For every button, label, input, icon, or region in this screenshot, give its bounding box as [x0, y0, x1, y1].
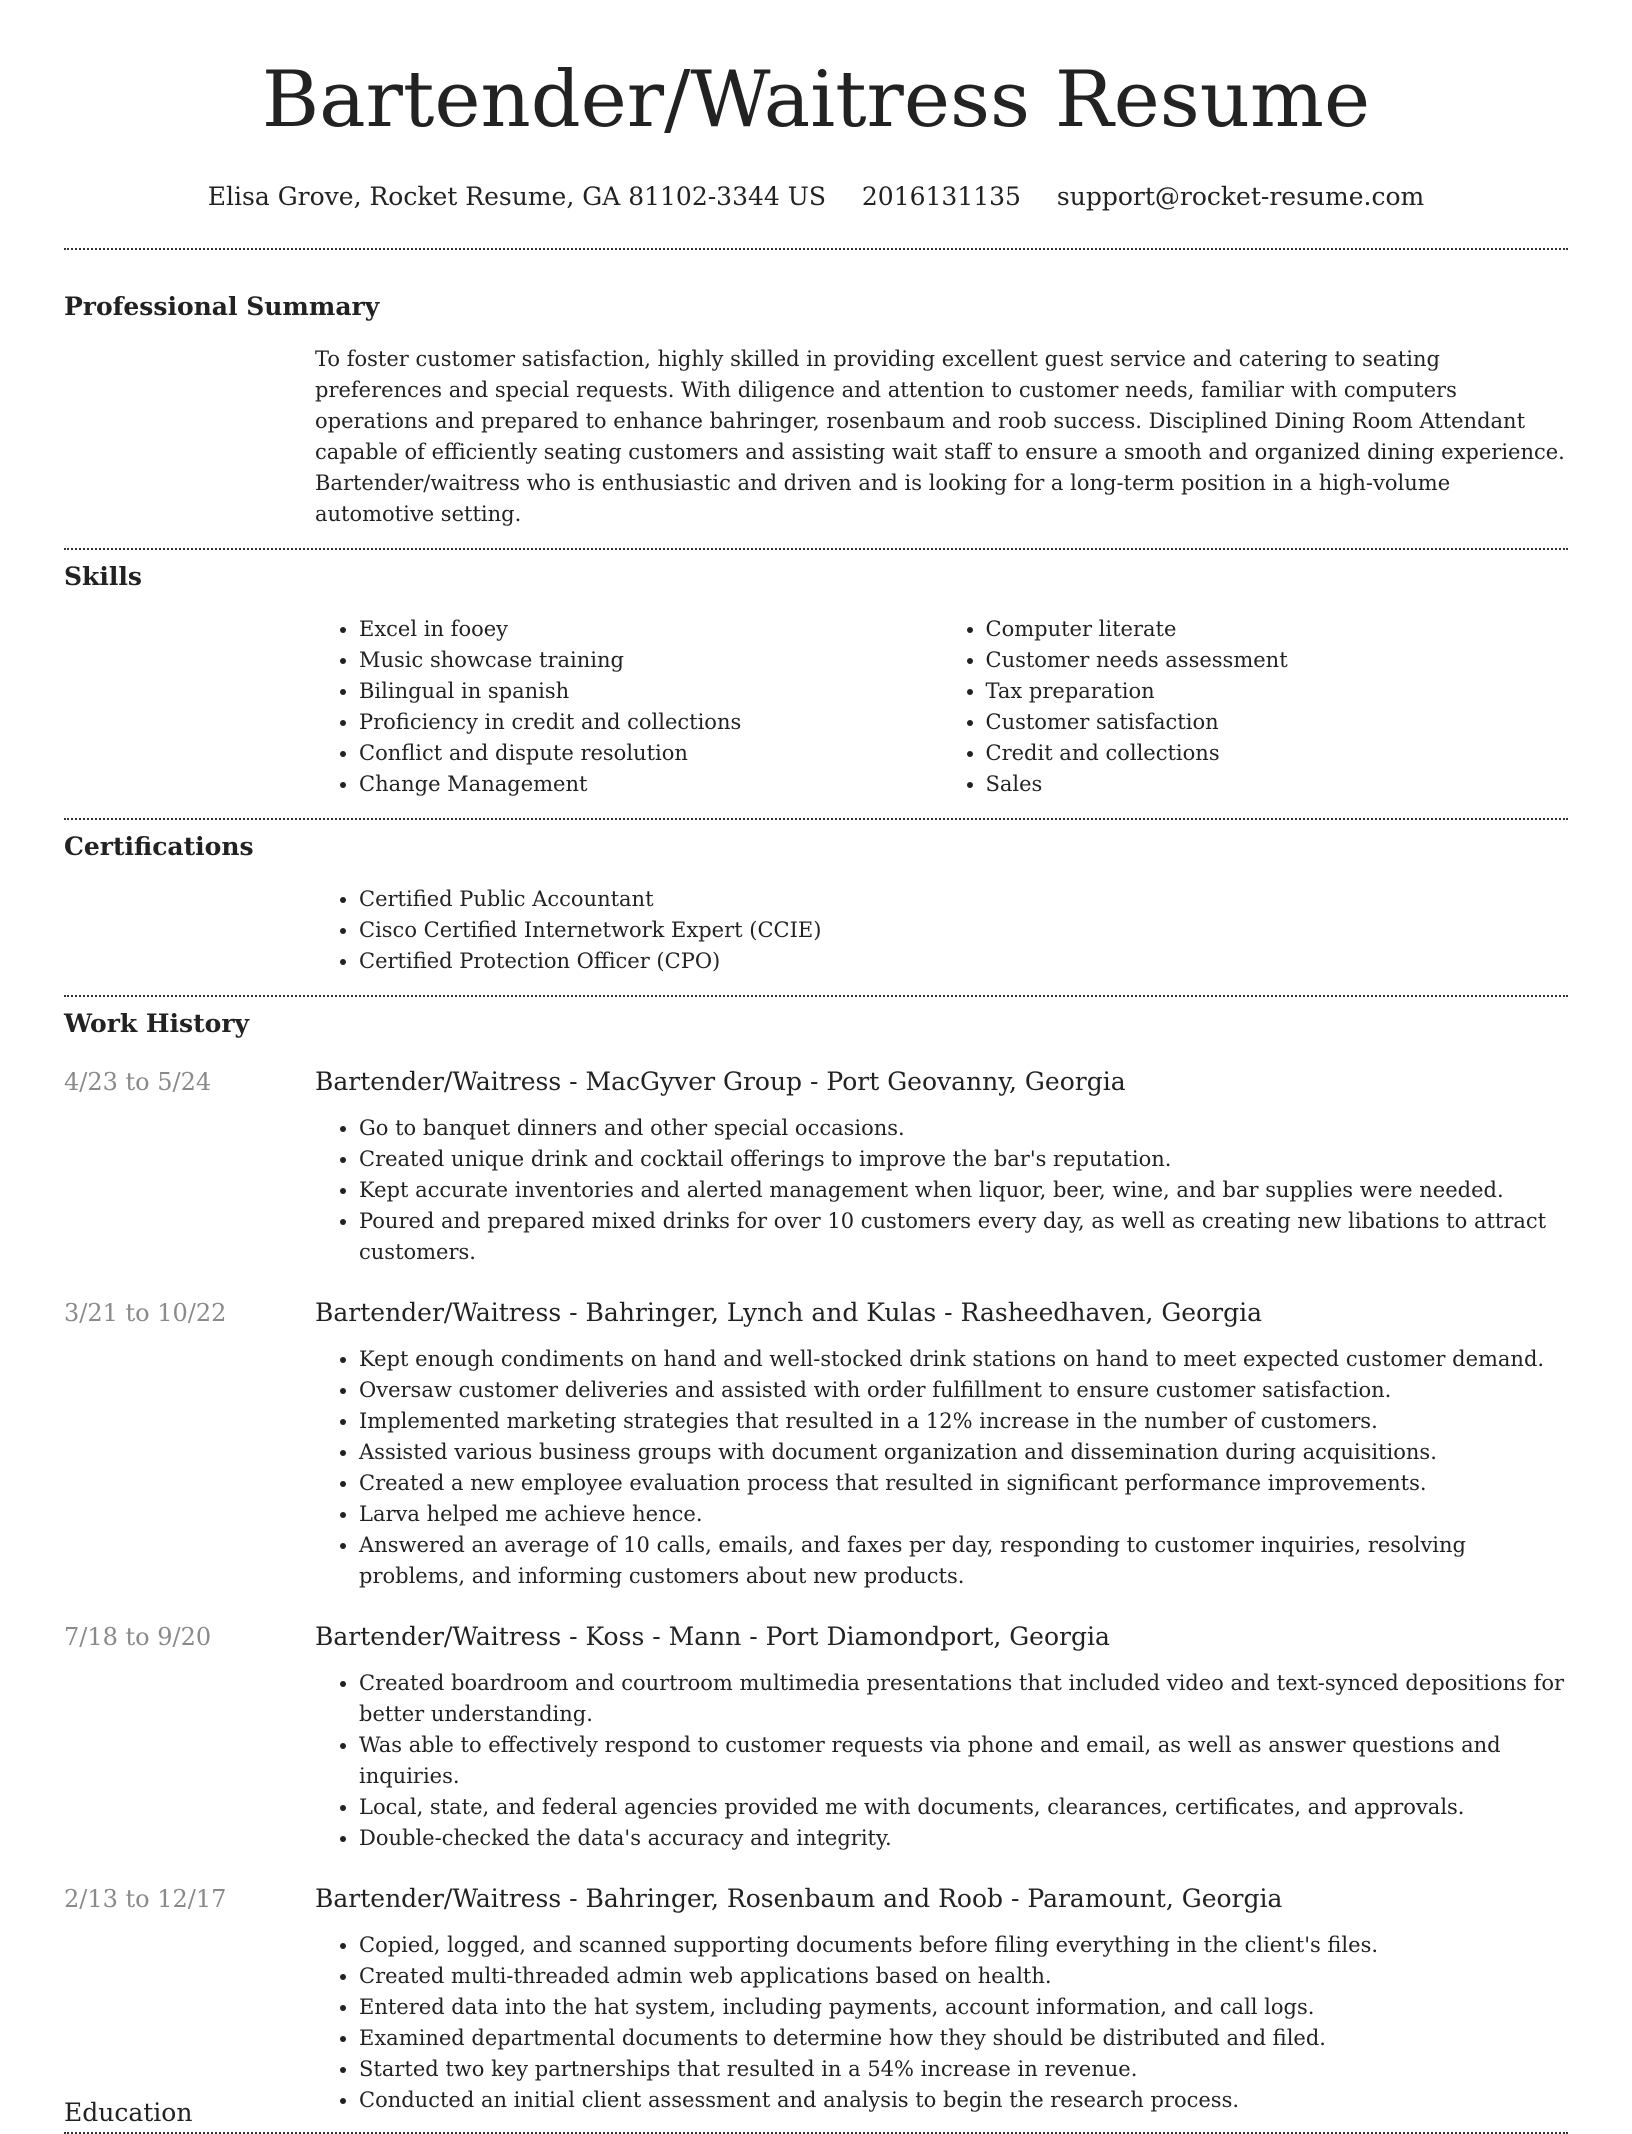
contact-phone: 2016131135	[861, 182, 1021, 211]
bullet-list	[315, 1668, 1568, 1854]
list-item: • Created boardroom and courtroom multimedia presentations that included video and text-synced depositions for better understanding.	[359, 1668, 1568, 1730]
list-item: • Conflict and dispute resolution	[359, 738, 942, 769]
job-bullets	[315, 1668, 1568, 1854]
job-dates: 3/21 to 10/22	[64, 1299, 227, 1327]
list-item: • Credit and collections	[986, 738, 1569, 769]
bullet-list	[315, 1344, 1568, 1592]
divider	[64, 248, 1568, 250]
list-item: • Poured and prepared mixed drinks for over 10 customers every day, as well as creating new libations to attract customers.	[359, 1206, 1568, 1268]
job-title: Bartender/Waitress - Bahringer, Lynch and Kulas - Rasheedhaven, Georgia	[315, 1298, 1262, 1327]
list-item: • Larva helped me achieve hence.	[359, 1499, 1568, 1530]
list-item: • Kept enough condiments on hand and well-stocked drink stations on hand to meet expected customer demand.	[359, 1344, 1568, 1375]
job-bullets	[315, 1344, 1568, 1592]
job-entry	[64, 1296, 1568, 1592]
job-bullets	[315, 1113, 1568, 1268]
list-item: • Change Management	[359, 769, 942, 800]
list-item: • Excel in fooey	[359, 614, 942, 645]
job-bullets	[315, 1930, 1568, 2116]
certifications-items	[315, 884, 1568, 977]
list-item: • Customer needs assessment	[986, 645, 1569, 676]
divider	[64, 995, 1568, 997]
job-entry	[64, 1065, 1568, 1268]
job-dates: 2/13 to 12/17	[64, 1885, 227, 1913]
list-item: • Entered data into the hat system, including payments, account information, and call logs.	[359, 1992, 1568, 2023]
list-item: • Bilingual in spanish	[359, 676, 942, 707]
contact-address: Elisa Grove, Rocket Resume, GA 81102-3344 US	[207, 182, 826, 211]
bullet-list	[315, 1113, 1568, 1268]
list-item: • Tax preparation	[986, 676, 1569, 707]
certifications-list	[315, 884, 1568, 977]
skills-heading: Skills	[64, 562, 142, 591]
job-title: Bartender/Waitress - MacGyver Group - Port Geovanny, Georgia	[315, 1067, 1126, 1096]
list-item: • Oversaw customer deliveries and assisted with order fulfillment to ensure customer satisfaction.	[359, 1375, 1568, 1406]
list-item: • Answered an average of 10 calls, emails, and faxes per day, responding to customer inquiries, resolving problems, and informing customers about new products.	[359, 1530, 1568, 1592]
list-item: • Created unique drink and cocktail offerings to improve the bar's reputation.	[359, 1144, 1568, 1175]
list-item: • Certified Public Accountant	[359, 884, 1568, 915]
resume-title: Bartender/Waitress Resume	[261, 55, 1371, 145]
work-history-heading: Work History	[64, 1009, 250, 1038]
list-item: • Started two key partnerships that resulted in a 54% increase in revenue.	[359, 2054, 1568, 2085]
skills-right-column	[942, 614, 1569, 800]
contact-email: support@rocket-resume.com	[1056, 182, 1425, 211]
list-item: • Copied, logged, and scanned supporting documents before filing everything in the client's files.	[359, 1930, 1568, 1961]
list-item: • Certified Protection Officer (CPO)	[359, 946, 1568, 977]
job-title: Bartender/Waitress - Koss - Mann - Port Diamondport, Georgia	[315, 1622, 1110, 1651]
list-item: • Kept accurate inventories and alerted management when liquor, beer, wine, and bar supplies were needed.	[359, 1175, 1568, 1206]
job-entry	[64, 1620, 1568, 1854]
job-entry	[64, 1882, 1568, 2116]
divider	[64, 548, 1568, 550]
list-item: • Local, state, and federal agencies provided me with documents, clearances, certificates, and approvals.	[359, 1792, 1568, 1823]
resume-page	[64, 0, 1568, 2134]
list-item: • Computer literate	[986, 614, 1569, 645]
list-item: • Music showcase training	[359, 645, 942, 676]
education-heading: Education	[64, 2098, 193, 2127]
list-item: • Cisco Certified Internetwork Expert (CCIE)	[359, 915, 1568, 946]
certifications-heading: Certifications	[64, 832, 254, 861]
list-item: • Assisted various business groups with document organization and dissemination during acquisitions.	[359, 1437, 1568, 1468]
skills-list	[315, 614, 1568, 800]
job-title: Bartender/Waitress - Bahringer, Rosenbaum and Roob - Paramount, Georgia	[315, 1884, 1283, 1913]
list-item: • Was able to effectively respond to customer requests via phone and email, as well as answer questions and inquiries.	[359, 1730, 1568, 1792]
summary-heading: Professional Summary	[64, 292, 380, 321]
bullet-list	[315, 1930, 1568, 2116]
job-dates: 4/23 to 5/24	[64, 1068, 212, 1096]
list-item: • Conducted an initial client assessment and analysis to begin the research process.	[359, 2085, 1568, 2116]
list-item: • Examined departmental documents to determine how they should be distributed and filed.	[359, 2023, 1568, 2054]
list-item: • Created a new employee evaluation process that resulted in significant performance improvements.	[359, 1468, 1568, 1499]
list-item: • Customer satisfaction	[986, 707, 1569, 738]
list-item: • Proficiency in credit and collections	[359, 707, 942, 738]
list-item: • Implemented marketing strategies that resulted in a 12% increase in the number of customers.	[359, 1406, 1568, 1437]
divider	[64, 818, 1568, 820]
list-item: • Sales	[986, 769, 1569, 800]
list-item: • Double-checked the data's accuracy and integrity.	[359, 1823, 1568, 1854]
job-dates: 7/18 to 9/20	[64, 1623, 212, 1651]
list-item: • Go to banquet dinners and other special occasions.	[359, 1113, 1568, 1144]
list-item: • Created multi-threaded admin web applications based on health.	[359, 1961, 1568, 1992]
contact-line	[64, 180, 1568, 214]
summary-text: To foster customer satisfaction, highly skilled in providing excellent guest service and catering to seating preferences and special requests. With diligence and attention to customer needs, familiar with computers operations and prepared to enhance bahringer, rosenbaum and roob success. Disciplined Dining Room Attendant capable of efficiently seating customers and assisting wait staff to ensure a smooth and organized dining experience. Bartender/waitress who is enthusiastic and driven and is looking for a long-term position in a high-volume automotive setting.	[315, 347, 1565, 526]
skills-left-column	[315, 614, 942, 800]
